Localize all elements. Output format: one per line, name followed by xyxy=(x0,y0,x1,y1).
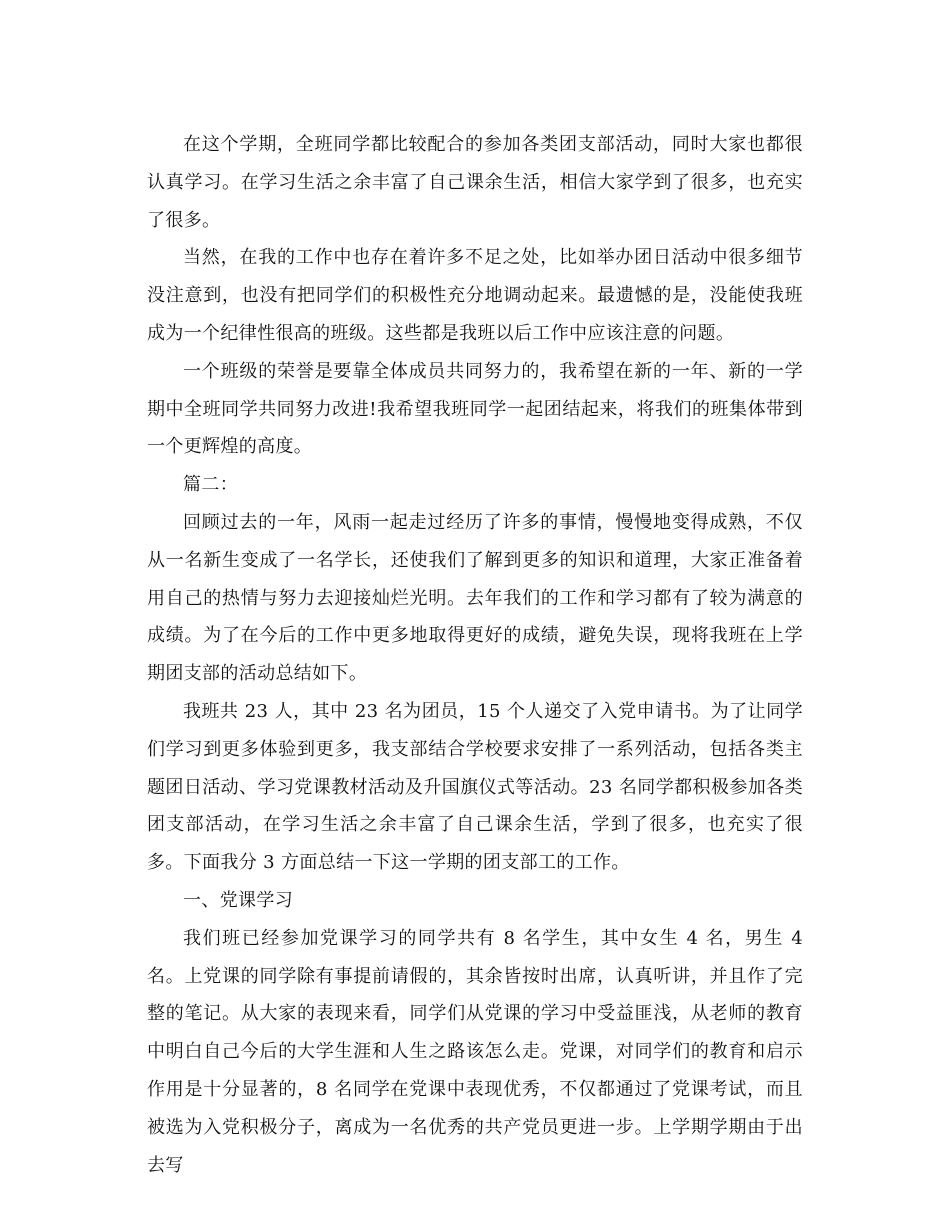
section-heading-part-two: 篇二： xyxy=(183,474,239,496)
paragraph-party-class-study: 我们班已经参加党课学习的同学共有 8 名学生，其中女生 4 名，男生 4 名。上党课的同学除有事提前请假的，其余皆按时出席，认真听讲，并且作了完整的笔记。从大家的表现来看，同学们从党课的学习中受益匪浅，从老师的教育中明白自己今后的大学生涯和人生之路该怎么走。党课，对同学们的教育和启示作用是十分显著的，8 名同学在党课中表现优秀，不仅都通过了党课考试，而且被选为入党积极分子，离成为一名优秀的共产党员更进一步。上学期学期由于出去写 xyxy=(147,927,803,1176)
paragraph-shortcomings: 当然，在我的工作中也存在着许多不足之处，比如举办团日活动中很多细节没注意到，也没有把同学们的积极性充分地调动起来。最遗憾的是，没能使我班成为一个纪律性很高的班级。这些都是我班以后工作中应该注意的问题。 xyxy=(147,247,803,344)
document-body xyxy=(147,126,803,1184)
section-heading-party-class: 一、党课学习 xyxy=(183,889,294,911)
paragraph-study-participation: 在这个学期，全班同学都比较配合的参加各类团支部活动，同时大家也都很认真学习。在学习生活之余丰富了自己课余生活，相信大家学到了很多，也充实了很多。 xyxy=(147,134,803,231)
paragraph-review-past-year: 回顾过去的一年，风雨一起走过经历了许多的事情，慢慢地变得成熟，不仅从一名新生变成了一名学长，还使我们了解到更多的知识和道理，大家正准备着用自己的热情与努力去迎接灿烂光明。去年我们的工作和学习都有了较为满意的成绩。为了在今后的工作中更多地取得更好的成绩，避免失误，现将我班在上学期团支部的活动总结如下。 xyxy=(147,511,803,685)
paragraph-class-members: 我班共 23 人，其中 23 名为团员，15 个人递交了入党申请书。为了让同学们学习到更多体验到更多，我支部结合学校要求安排了一系列活动，包括各类主题团日活动、学习党课教材活动及升国旗仪式等活动。23 名同学都积极参加各类团支部活动，在学习生活之余丰富了自己课余生活，学到了很多，也充实了很多。下面我分 3 方面总结一下这一学期的团支部工的工作。 xyxy=(147,700,803,874)
paragraph-class-honor: 一个班级的荣誉是要靠全体成员共同努力的，我希望在新的一年、新的一学期中全班同学共同努力改进!我希望我班同学一起团结起来，将我们的班集体带到一个更辉煌的高度。 xyxy=(147,360,803,458)
